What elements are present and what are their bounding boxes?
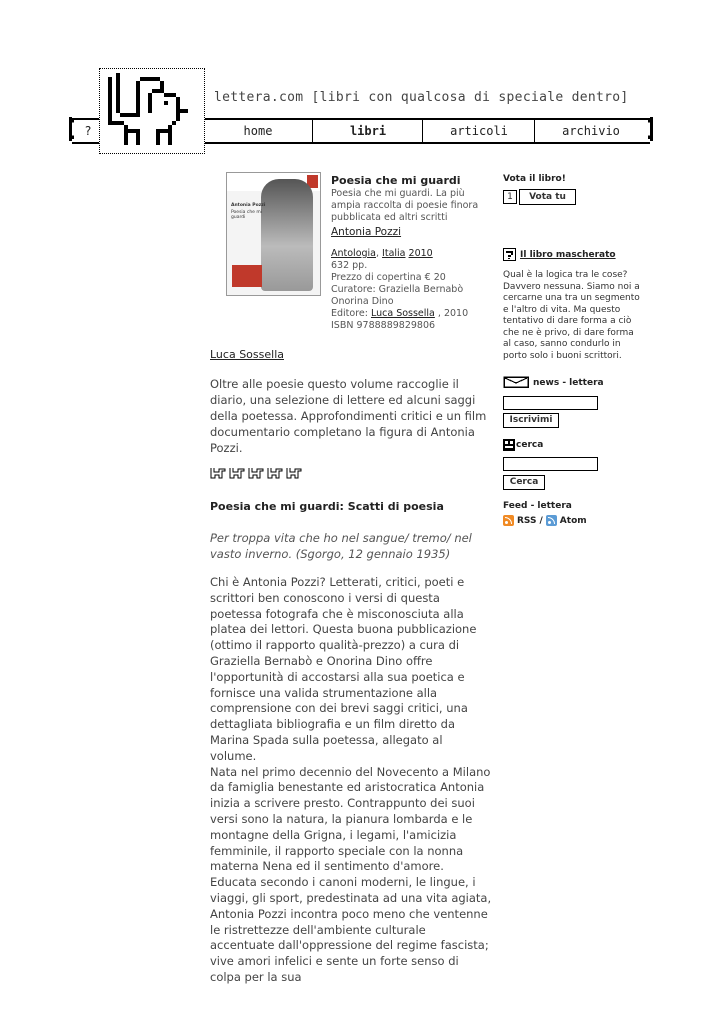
article-paragraph: Chi è Antonia Pozzi? Letterati, critici, poeti e scrittori ben conoscono i versi di questa poetessa fotografa che è misconosciuta alla platea dei lettori. Questa buona pubblicazione (ottimo il rapporto qualità-prezzo) a cura di Graziella Bernabò e Onorina Dino offre l'opportunità di accostarsi alla sua poetica e fornisce una valida strumentazione alla comprensione con dei brevi saggi critici, una dettagliata bibliografia e un film diretto da Marina Spada sulla poetessa, allegato al volume. (210, 575, 477, 763)
publisher-link[interactable]: Luca Sossella (370, 308, 435, 319)
vote-select[interactable]: 1 (503, 190, 517, 204)
site-logo[interactable] (99, 68, 205, 154)
feed-title: Feed - lettera (503, 501, 572, 511)
vote-title: Vota il libro! (503, 174, 566, 184)
search-input[interactable] (503, 457, 598, 471)
book-price: Prezzo di copertina € 20 (331, 272, 446, 283)
site-tagline: lettera.com [libri con qualcosa di speciale dentro] (214, 90, 629, 105)
rating-dog-3-icon (249, 468, 263, 478)
rating-dog-2-icon (230, 468, 244, 478)
book-cover-image[interactable] (226, 172, 321, 296)
country-link[interactable]: Italia (382, 248, 406, 259)
genre-link[interactable]: Antologia (331, 248, 376, 259)
nav-item-libri[interactable]: libri (312, 120, 423, 142)
masked-book-text: Qual è la logica tra le cose? Davvero nessuna. Siamo noi a cercarne una tra un segmento e l'altro di vita. Ma questo tentativo di dare forma a ciò che ne è privo, di dare forma al caso, sanno condurlo in porto solo i buoni scrittori. (503, 270, 640, 361)
mask-icon (503, 248, 516, 261)
pixel-dog-logo-icon (108, 73, 196, 149)
newsletter-email-input[interactable] (503, 396, 598, 410)
review-intro: Oltre alle poesie questo volume raccoglie il diario, una selezione di lettere ed alcuni saggi della poetessa. Approfondimenti critici e un film documentario completano la figura di Antonia Pozzi. (210, 377, 487, 455)
rating-dog-1-icon (211, 468, 225, 478)
year-link[interactable]: 2010 (408, 248, 433, 259)
publisher-prefix: Editore: (331, 308, 368, 319)
nav-item-home[interactable]: home (202, 120, 313, 142)
rss-link[interactable]: RSS (517, 515, 537, 526)
cover-title: Poesia che mi guardi (231, 210, 263, 220)
book-isbn: ISBN 9788889829806 (331, 320, 436, 331)
cover-photo (261, 179, 313, 291)
rss-icon[interactable] (503, 515, 514, 526)
atom-link[interactable]: Atom (559, 515, 587, 526)
book-title: Poesia che mi guardi (331, 174, 461, 187)
article-body (210, 575, 492, 986)
rating-dog-4-icon (268, 468, 282, 478)
book-author-link[interactable]: Antonia Pozzi (331, 226, 402, 238)
nav-item-archivio[interactable]: archivio (534, 120, 647, 142)
feed-separator: / (539, 515, 543, 526)
book-curator: Curatore: Graziella Bernabò Onorina Dino (331, 284, 464, 307)
review-publisher-link[interactable]: Luca Sossella (210, 348, 284, 361)
search-button[interactable]: Cerca (503, 475, 545, 490)
book-meta (331, 248, 481, 332)
vote-button[interactable]: Vota tu (519, 189, 576, 205)
rating-dog-5-icon (287, 468, 301, 478)
cover-badge (232, 265, 262, 287)
nav-item-articoli[interactable]: articoli (422, 120, 535, 142)
atom-icon[interactable] (546, 515, 557, 526)
masked-book-title[interactable]: Il libro mascherato (520, 250, 616, 260)
article-paragraph: Nata nel primo decennio del Novecento a Milano da famiglia benestante ed aristocratica Antonia inizia a scrivere presto. Contrappunto dei suoi versi sono la natura, la pianura lombarda e le montagne della Grigna, i legami, l'amicizia femminile, il rapporto speciale con la nonna materna Nena ed il sentimento d'amore. (210, 764, 491, 874)
book-categories: Antologia, Italia 2010 (331, 248, 433, 259)
nav-right-cap-icon (647, 117, 653, 141)
book-pages: 632 pp. (331, 260, 368, 271)
rating-stars (210, 466, 306, 486)
newsletter-label: news - lettera (533, 378, 604, 388)
publisher-year: , 2010 (437, 308, 469, 319)
search-label: cerca (516, 440, 544, 450)
feed-links (503, 515, 587, 526)
search-icon (503, 439, 515, 451)
book-subtitle: Poesia che mi guardi. La più ampia raccolta di poesie finora pubblicata ed altri scritti (331, 188, 479, 223)
article-title: Poesia che mi guardi: Scatti di poesia (210, 500, 444, 513)
book-publisher (331, 308, 481, 320)
cover-author: Antonia Pozzi (231, 203, 266, 208)
article-quote: Per troppa vita che ho nel sangue/ tremo/ nel vasto inverno. (Sgorgo, 12 gennaio 1935) (210, 531, 472, 561)
nav-left-cap-icon (69, 117, 75, 141)
nav-item-help[interactable]: ? (84, 124, 92, 138)
article-paragraph: Educata secondo i canoni moderni, le lingue, i viaggi, gli sport, predestinata ad una vita agiata, Antonia Pozzi incontra poco meno che ventenne le ristrettezze dell'ambiente culturale accentuate dall'oppressione del regime fascista; vive amori infelici e sente un forte senso di colpa per la sua (210, 875, 492, 984)
subscribe-button[interactable]: Iscrivimi (503, 413, 559, 428)
rating-dogs-icon (210, 466, 306, 482)
envelope-icon (503, 376, 529, 388)
